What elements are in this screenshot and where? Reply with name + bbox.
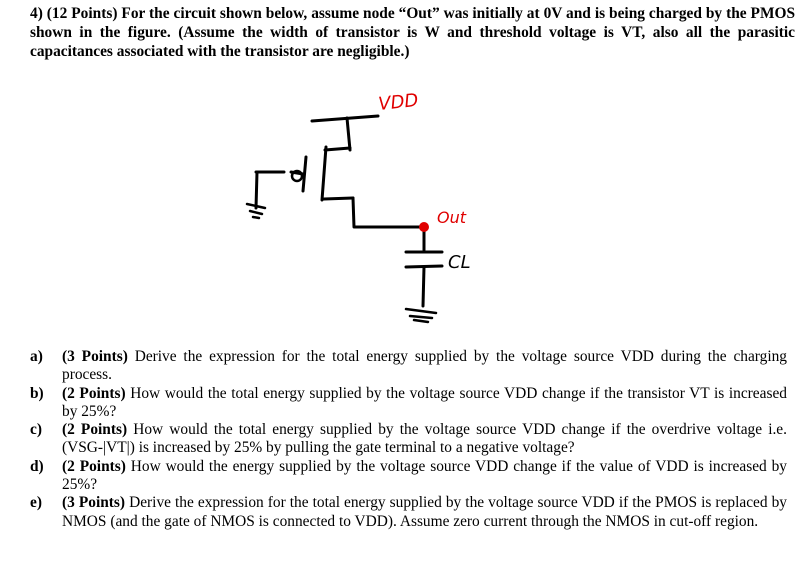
gate-ground-wire xyxy=(256,172,284,208)
sub-question-c xyxy=(0,421,812,458)
sub-question-text: Derive the expression for the total energy supplied by the voltage source VDD during the charging process. xyxy=(62,348,788,384)
sub-question-points: (2 Points) xyxy=(62,384,126,402)
sub-question-label: e) xyxy=(30,494,42,512)
drain-lead xyxy=(324,198,353,199)
sub-question-points: (3 Points) xyxy=(62,348,128,365)
cap-bottom-wire xyxy=(423,267,424,306)
cap-ground-symbol xyxy=(406,309,436,322)
sub-question-points: (2 Points) xyxy=(62,421,128,439)
cap-label: CL xyxy=(448,252,471,273)
sub-questions xyxy=(0,348,812,531)
sub-question-text: How would the total energy supplied by the voltage source VDD change if the transistor VT is increased by 25%? xyxy=(62,384,787,420)
sub-question-text: How would the energy supplied by the voltage source VDD change if the value of VDD is increased by 25%? xyxy=(62,457,787,494)
question-number: 4) xyxy=(30,5,43,22)
sub-question-text: Derive the expression for the total energy supplied by the voltage source VDD if the PMOS is replaced by NMOS (and the gate of NMOS is connected to VDD). Assume zero current through the NMOS in cut-off region. xyxy=(62,494,787,530)
sub-question-points: (3 Points) xyxy=(62,494,126,512)
gate-ground-symbol xyxy=(247,204,265,218)
vdd-rail xyxy=(312,116,378,121)
sub-question-label: a) xyxy=(30,348,43,365)
vdd-label: VDD xyxy=(377,89,420,115)
drain-wire xyxy=(353,198,424,227)
question-points: (12 Points) xyxy=(46,5,118,22)
sub-question-e xyxy=(0,494,812,531)
channel-line xyxy=(322,147,326,200)
sub-question-points: (2 Points) xyxy=(62,457,126,475)
sub-question-label: b) xyxy=(30,384,44,402)
sub-question-a xyxy=(0,348,812,385)
source-wire xyxy=(347,118,350,150)
out-label: Out xyxy=(437,208,467,227)
sub-question-label: d) xyxy=(30,457,44,475)
sub-question-text: How would the total energy supplied by the voltage source VDD change if the overdrive voltage i.e. (VSG-|VT|) is increased by 25% by pulling the gate terminal to a negative voltage? xyxy=(62,421,787,457)
sub-question-d xyxy=(0,458,812,495)
source-lead xyxy=(325,148,350,150)
question-statement: For the circuit shown below, assume node “Out” was initially at 0V and is being charged by the PMOS shown in the figure. (Assume the width of transistor is W and threshold voltage is VT, also all the parasitic capacitances associated with the transistor are negligible.) xyxy=(30,5,796,60)
sub-question-b xyxy=(0,385,812,422)
sub-question-label: c) xyxy=(30,421,42,439)
out-node xyxy=(419,222,429,232)
